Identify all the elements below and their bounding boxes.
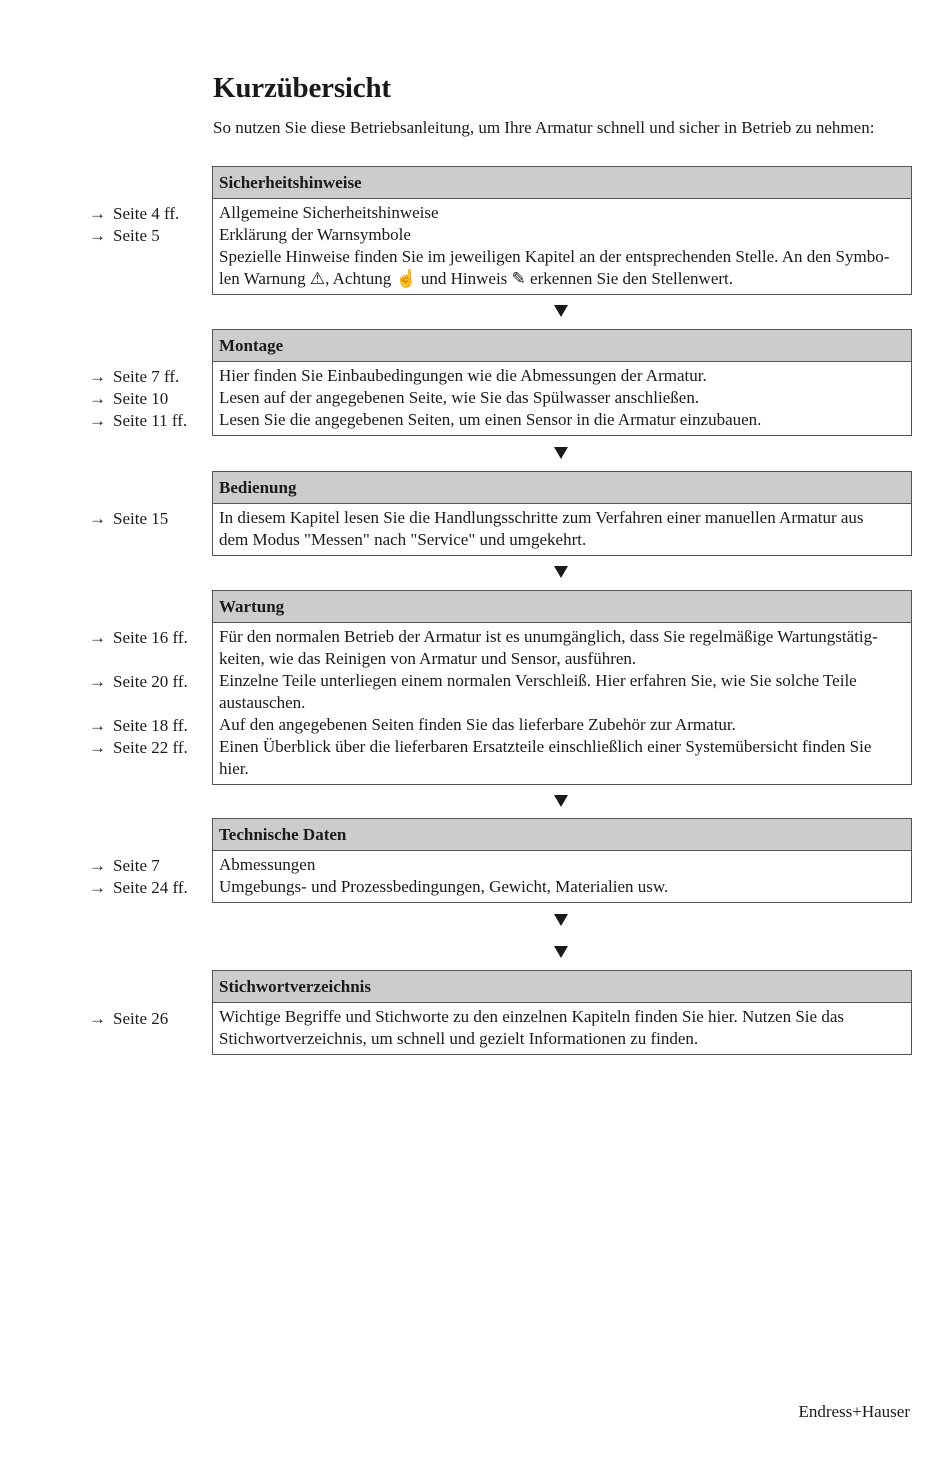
body-line: Stichwortverzeichnis, um schnell und gezielt Informationen zu finden.	[219, 1029, 699, 1048]
page-refs-montage	[89, 366, 187, 432]
section-wartung	[212, 590, 912, 785]
section-heading: Sicherheitshinweise	[213, 167, 911, 199]
body-line: In diesem Kapitel lesen Sie die Handlungsschritte zum Verfahren einer manuellen Armatur aus	[219, 508, 864, 527]
section-technische-daten	[212, 818, 912, 903]
section-sicherheitshinweise	[212, 166, 912, 295]
body-line: Für den normalen Betrieb der Armatur ist es unumgänglich, dass Sie regelmäßige Wartungstätig-	[219, 627, 878, 646]
page-ref[interactable]: → Seite 22 ff.	[89, 738, 188, 757]
arrow-right-icon: →	[89, 204, 106, 223]
section-heading: Wartung	[213, 591, 911, 623]
page-ref[interactable]: → Seite 20 ff.	[89, 672, 188, 691]
arrow-right-icon: →	[89, 1009, 106, 1028]
body-line: dem Modus "Messen" nach "Service" und umgekehrt.	[219, 530, 587, 549]
down-arrow-icon	[554, 447, 568, 459]
page-refs-technische-daten	[89, 855, 188, 899]
body-line: Umgebungs- und Prozessbedingungen, Gewicht, Materialien usw.	[219, 877, 669, 896]
arrow-right-icon: →	[89, 738, 106, 757]
body-line: austauschen.	[219, 693, 306, 712]
page-refs-stichwortverzeichnis	[89, 1008, 168, 1030]
page-ref[interactable]: → Seite 16 ff.	[89, 628, 188, 647]
body-line: len Warnung ⚠, Achtung ☝ und Hinweis ✎ erkennen Sie den Stellenwert.	[219, 269, 734, 288]
page-ref[interactable]: → Seite 15	[89, 509, 169, 528]
arrow-right-icon: →	[89, 411, 106, 430]
body-line: Erklärung der Warnsymbole	[219, 225, 411, 244]
body-line: Lesen Sie die angegebenen Seiten, um einen Sensor in die Armatur einzubauen.	[219, 410, 762, 429]
body-line: Einzelne Teile unterliegen einem normalen Verschleiß. Hier erfahren Sie, wie Sie solche Teile	[219, 671, 857, 690]
page-ref[interactable]: → Seite 4 ff.	[89, 204, 180, 223]
page-refs-wartung	[89, 627, 188, 759]
arrow-right-icon: →	[89, 367, 106, 386]
page-title: Kurzübersicht	[213, 72, 391, 104]
arrow-right-icon: →	[89, 389, 106, 408]
page-ref[interactable]: → Seite 18 ff.	[89, 716, 188, 735]
section-montage	[212, 329, 912, 436]
section-heading: Technische Daten	[213, 819, 911, 851]
arrow-right-icon: →	[89, 672, 106, 691]
body-line: Auf den angegebenen Seiten finden Sie das lieferbare Zubehör zur Armatur.	[219, 715, 736, 734]
section-heading: Stichwortverzeichnis	[213, 971, 911, 1003]
body-line: Lesen auf der angegebenen Seite, wie Sie das Spülwasser anschließen.	[219, 388, 700, 407]
page-ref[interactable]: → Seite 7	[89, 856, 160, 875]
section-stichwortverzeichnis	[212, 970, 912, 1055]
body-line: Spezielle Hinweise finden Sie im jeweiligen Kapitel an der entsprechenden Stelle. An den Symbo-	[219, 247, 890, 266]
arrow-right-icon: →	[89, 716, 106, 735]
arrow-right-icon: →	[89, 856, 106, 875]
body-line: hier.	[219, 759, 249, 778]
page-ref[interactable]: → Seite 5	[89, 226, 160, 245]
arrow-right-icon: →	[89, 509, 106, 528]
page-ref[interactable]: → Seite 26	[89, 1009, 169, 1028]
arrow-right-icon: →	[89, 226, 106, 245]
down-arrow-icon	[554, 946, 568, 958]
page-refs-bedienung	[89, 508, 168, 530]
down-arrow-icon	[554, 566, 568, 578]
body-line: Allgemeine Sicherheitshinweise	[219, 203, 439, 222]
section-bedienung	[212, 471, 912, 556]
page-ref[interactable]: → Seite 10	[89, 389, 169, 408]
arrow-right-icon: →	[89, 628, 106, 647]
down-arrow-icon	[554, 795, 568, 807]
page-ref[interactable]: → Seite 11 ff.	[89, 411, 188, 430]
page-refs-sicherheitshinweise	[89, 203, 179, 247]
down-arrow-icon	[554, 914, 568, 926]
body-line: Hier finden Sie Einbaubedingungen wie die Abmessungen der Armatur.	[219, 366, 707, 385]
page-ref[interactable]: → Seite 24 ff.	[89, 878, 188, 897]
page-ref[interactable]: → Seite 7 ff.	[89, 367, 180, 386]
body-line: Wichtige Begriffe und Stichworte zu den einzelnen Kapiteln finden Sie hier. Nutzen Sie das	[219, 1007, 844, 1026]
section-heading: Bedienung	[213, 472, 911, 504]
intro-text: So nutzen Sie diese Betriebsanleitung, um Ihre Armatur schnell und sicher in Betrieb zu nehmen:	[213, 118, 875, 137]
body-line: Abmessungen	[219, 855, 316, 874]
body-line: keiten, wie das Reinigen von Armatur und Sensor, ausführen.	[219, 649, 637, 668]
footer-brand: Endress+Hauser	[798, 1402, 910, 1421]
section-heading: Montage	[213, 330, 911, 362]
arrow-right-icon: →	[89, 878, 106, 897]
body-line: Einen Überblick über die lieferbaren Ersatzteile einschließlich einer Systemübersicht finden Sie	[219, 737, 872, 756]
down-arrow-icon	[554, 305, 568, 317]
